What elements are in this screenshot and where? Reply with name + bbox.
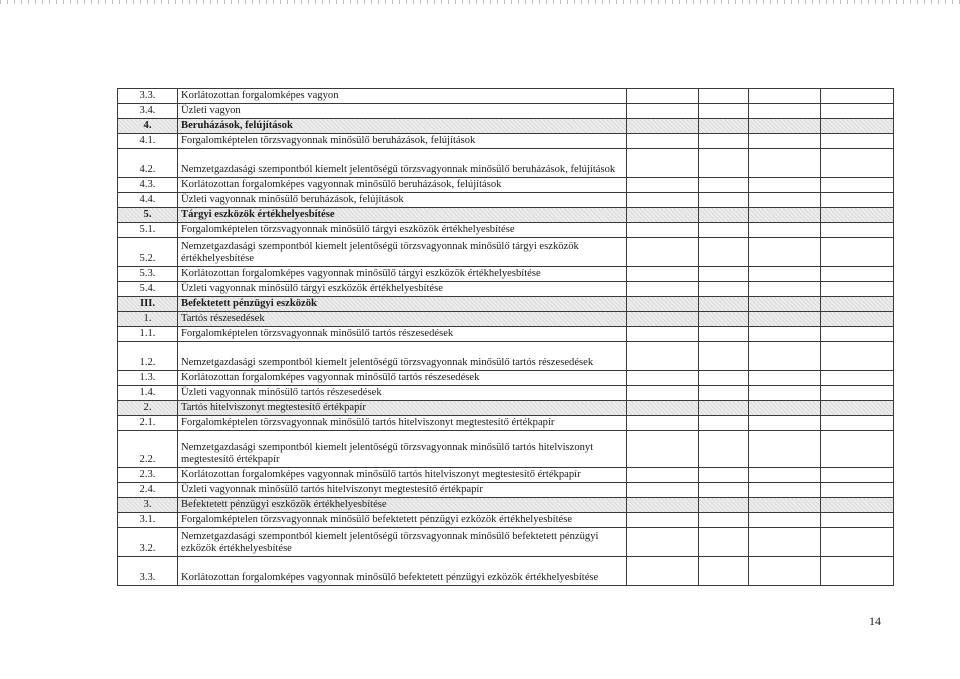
row-number: 1.4. [118,386,178,401]
value-cell [699,119,749,134]
row-label: Forgalomképtelen törzsvagyonnak minősülő beruházások, felújítások [178,134,627,149]
value-cell [627,342,699,371]
value-cell [699,401,749,416]
value-cell [821,401,894,416]
row-number: 5. [118,208,178,223]
value-cell [627,431,699,468]
table-row [118,386,894,401]
value-cell [627,371,699,386]
value-cell [749,327,821,342]
value-cell [627,483,699,498]
value-cell [821,193,894,208]
row-number: 4. [118,119,178,134]
value-cell [699,416,749,431]
value-cell [821,223,894,238]
value-cell [749,513,821,528]
table-row [118,401,894,416]
value-cell [699,134,749,149]
value-cell [627,557,699,586]
row-label: Beruházások, felújítások [178,119,627,134]
table-row [118,223,894,238]
value-cell [627,238,699,267]
table-row [118,312,894,327]
row-label: Korlátozottan forgalomképes vagyonnak minősülő beruházások, felújítások [178,178,627,193]
table-row [118,371,894,386]
value-cell [821,498,894,513]
value-cell [821,416,894,431]
value-cell [699,557,749,586]
value-cell [749,193,821,208]
value-cell [699,513,749,528]
value-cell [821,89,894,104]
row-number: 1. [118,312,178,327]
table-row [118,282,894,297]
value-cell [821,513,894,528]
row-number: 3. [118,498,178,513]
table-row [118,267,894,282]
row-number: 5.2. [118,238,178,267]
row-label: Nemzetgazdasági szempontból kiemelt jelentőségű törzsvagyonnak minősülő tárgyi eszközök értékhelyesbítése [178,238,627,267]
value-cell [821,149,894,178]
row-label: Tartós részesedések [178,312,627,327]
row-number: 4.4. [118,193,178,208]
value-cell [749,119,821,134]
value-cell [627,297,699,312]
value-cell [699,238,749,267]
value-cell [627,386,699,401]
row-number: 1.1. [118,327,178,342]
value-cell [749,468,821,483]
value-cell [749,416,821,431]
table-row [118,342,894,371]
value-cell [821,386,894,401]
value-cell [699,386,749,401]
table-row [118,238,894,267]
value-cell [627,282,699,297]
value-cell [699,89,749,104]
value-cell [821,267,894,282]
value-cell [627,528,699,557]
row-label: Befektetett pénzügyi eszközök értékhelyesbítése [178,498,627,513]
row-label: Forgalomképtelen törzsvagyonnak minősülő befektetett pénzügyi ezközök értékhelyesbítése [178,513,627,528]
table-row [118,104,894,119]
value-cell [627,267,699,282]
table-row [118,498,894,513]
value-cell [627,134,699,149]
row-number: 2.3. [118,468,178,483]
row-number: 3.4. [118,104,178,119]
scan-artifact-top [0,0,960,4]
table-row [118,297,894,312]
row-number: 2.2. [118,431,178,468]
value-cell [749,312,821,327]
value-cell [699,208,749,223]
value-cell [749,401,821,416]
value-cell [749,178,821,193]
row-number: 4.3. [118,178,178,193]
value-cell [627,119,699,134]
row-number: III. [118,297,178,312]
table-row [118,431,894,468]
value-cell [749,134,821,149]
row-number: 3.1. [118,513,178,528]
value-cell [749,149,821,178]
value-cell [749,386,821,401]
table-row [118,89,894,104]
value-cell [699,431,749,468]
value-cell [699,483,749,498]
row-label: Tartós hitelviszonyt megtestesítő értékpapír [178,401,627,416]
page-number: 14 [869,614,881,628]
row-number: 5.1. [118,223,178,238]
value-cell [749,431,821,468]
table-row [118,483,894,498]
value-cell [627,468,699,483]
table-row [118,149,894,178]
table-row [118,119,894,134]
value-cell [627,312,699,327]
value-cell [821,297,894,312]
value-cell [699,371,749,386]
table-row [118,468,894,483]
value-cell [627,178,699,193]
value-cell [749,557,821,586]
row-number: 1.3. [118,371,178,386]
value-cell [749,267,821,282]
row-label: Nemzetgazdasági szempontból kiemelt jelentőségű törzsvagyonnak minősülő tartós hitelviszonyt megtestesítő értékpapír [178,431,627,468]
value-cell [821,282,894,297]
value-cell [821,371,894,386]
value-cell [699,342,749,371]
value-cell [699,468,749,483]
value-cell [699,312,749,327]
value-cell [699,178,749,193]
row-label: Korlátozottan forgalomképes vagyonnak minősülő tartós hitelviszonyt megtestesítő értékpapír [178,468,627,483]
value-cell [749,223,821,238]
value-cell [821,528,894,557]
value-cell [699,327,749,342]
table-row [118,327,894,342]
asset-table-body [118,89,894,586]
value-cell [699,267,749,282]
value-cell [699,282,749,297]
value-cell [627,513,699,528]
value-cell [821,238,894,267]
row-number: 4.2. [118,149,178,178]
value-cell [749,483,821,498]
value-cell [627,104,699,119]
table-row [118,178,894,193]
value-cell [627,223,699,238]
value-cell [821,178,894,193]
value-cell [821,312,894,327]
row-label: Üzleti vagyonnak minősülő tárgyi eszközök értékhelyesbítése [178,282,627,297]
value-cell [821,431,894,468]
value-cell [749,89,821,104]
table-row [118,193,894,208]
value-cell [699,223,749,238]
row-label: Korlátozottan forgalomképes vagyonnak minősülő tárgyi eszközök értékhelyesbítése [178,267,627,282]
value-cell [627,498,699,513]
row-label: Korlátozottan forgalomképes vagyonnak minősülő befektetett pénzügyi ezközök értékhelyesbítése [178,557,627,586]
asset-table [117,88,894,586]
row-label: Nemzetgazdasági szempontból kiemelt jelentőségű törzsvagyonnak minősülő tartós részesedések [178,342,627,371]
row-number: 2.4. [118,483,178,498]
row-label: Üzleti vagyonnak minősülő tartós hitelviszonyt megtestesítő értékpapír [178,483,627,498]
row-label: Forgalomképtelen törzsvagyonnak minősülő tartós hitelviszonyt megtestesítő értékpapír [178,416,627,431]
value-cell [699,498,749,513]
value-cell [627,208,699,223]
value-cell [627,327,699,342]
value-cell [699,297,749,312]
value-cell [821,557,894,586]
value-cell [821,327,894,342]
table-row [118,134,894,149]
row-label: Korlátozottan forgalomképes vagyonnak minősülő tartós részesedések [178,371,627,386]
value-cell [821,134,894,149]
value-cell [821,483,894,498]
row-number: 5.3. [118,267,178,282]
value-cell [749,104,821,119]
value-cell [821,468,894,483]
row-number: 2. [118,401,178,416]
value-cell [627,401,699,416]
value-cell [699,149,749,178]
value-cell [699,104,749,119]
row-label: Nemzetgazdasági szempontból kiemelt jelentőségű törzsvagyonnak minősülő befektetett pénzügyi ezközök értékhelyesbítése [178,528,627,557]
row-number: 2.1. [118,416,178,431]
value-cell [821,208,894,223]
table-row [118,208,894,223]
value-cell [627,149,699,178]
value-cell [627,416,699,431]
row-number: 5.4. [118,282,178,297]
row-label: Tárgyi eszközök értékhelyesbítése [178,208,627,223]
value-cell [821,119,894,134]
value-cell [749,371,821,386]
table-row [118,528,894,557]
value-cell [699,528,749,557]
table-row [118,557,894,586]
row-number: 3.2. [118,528,178,557]
row-number: 1.2. [118,342,178,371]
row-label: Üzleti vagyonnak minősülő tartós részesedések [178,386,627,401]
value-cell [749,528,821,557]
value-cell [821,342,894,371]
value-cell [821,104,894,119]
value-cell [749,498,821,513]
value-cell [749,282,821,297]
value-cell [749,238,821,267]
row-label: Üzleti vagyonnak minősülő beruházások, felújítások [178,193,627,208]
table-row [118,513,894,528]
row-label: Befektetett pénzügyi eszközök [178,297,627,312]
value-cell [749,342,821,371]
row-number: 3.3. [118,89,178,104]
table-row [118,416,894,431]
value-cell [699,193,749,208]
value-cell [627,193,699,208]
row-label: Forgalomképtelen törzsvagyonnak minősülő tartós részesedések [178,327,627,342]
row-label: Nemzetgazdasági szempontból kiemelt jelentőségű törzsvagyonnak minősülő beruházások, felújítások [178,149,627,178]
row-label: Üzleti vagyon [178,104,627,119]
row-number: 3.3. [118,557,178,586]
value-cell [749,297,821,312]
value-cell [627,89,699,104]
row-label: Forgalomképtelen törzsvagyonnak minősülő tárgyi eszközök értékhelyesbítése [178,223,627,238]
row-label: Korlátozottan forgalomképes vagyon [178,89,627,104]
value-cell [749,208,821,223]
row-number: 4.1. [118,134,178,149]
